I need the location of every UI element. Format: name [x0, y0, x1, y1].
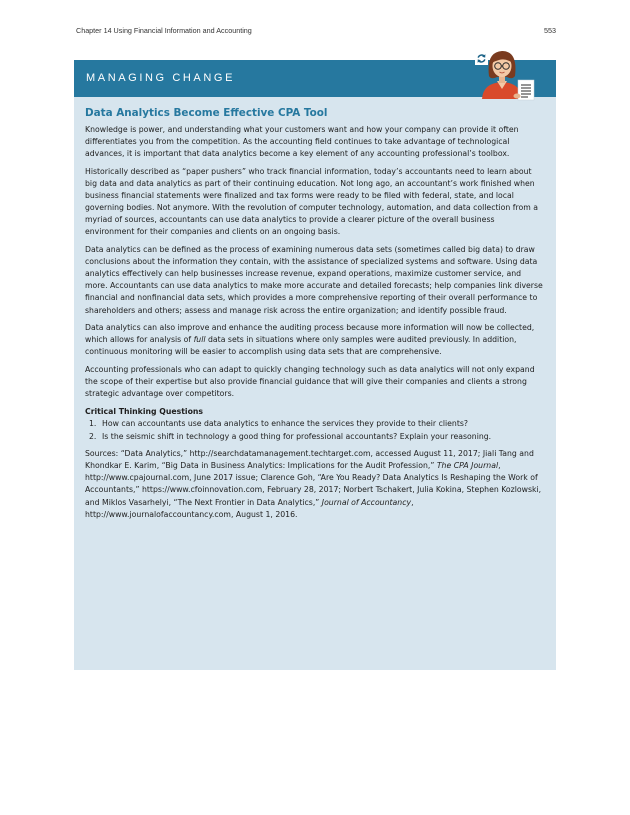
question-text: How can accountants use data analytics to enhance the services they provide to their clients?: [102, 418, 469, 428]
sources-citation: [85, 448, 545, 521]
page-number: 553: [544, 26, 556, 35]
question-item: [85, 418, 545, 431]
question-item: [85, 431, 545, 444]
woman-at-laptop-with-refresh-icon: [466, 46, 546, 106]
paragraph-4-text-a: Data analytics can also improve and enhance the auditing process because more information will now be collected, which allows for analysis of: [85, 323, 535, 345]
question-number: 2.: [89, 431, 97, 441]
feature-title: Data Analytics Become Effective CPA Tool: [85, 107, 328, 119]
journal-title-cpa: The CPA Journal: [436, 461, 499, 471]
paragraph-2: Historically described as “paper pushers” who track financial information, today’s accountants need to learn about big data and data analytics as part of their continuing education. Not long ago, an accountant’s work finished when business financial statements were finalized and tax forms were ready to be filed with federal, state, and local governing bodies. Not anymore. With the revolution of computer technology, automation, and data collection from a myriad of sources, accountants can use data analytics to provide a clearer picture of the overall business environment for their companies and clients on an ongoing basis.: [85, 166, 539, 237]
feature-label: MANAGING CHANGE: [86, 72, 236, 84]
sources-part-2: , http://www.cpajournal.com, June 2017 issue; Clarence Goh, “Are You Ready? Data Analytics Is Reshaping the Work of Accountants,” https://www.cfoinnovation.com, February 28, 2017; Norbert Tschakert, Julia Kokina, Stephen Kozlowski, and Miklos Vasarhelyi, “The Next Frontier in Data Analytics,”: [85, 461, 542, 507]
paragraph-4: [85, 322, 545, 358]
journal-title-accountancy: Journal of Accountancy: [321, 497, 412, 507]
paragraph-3: Data analytics can be defined as the process of examining numerous data sets (sometimes called big data) to draw conclusions about the information they contain, with the assistance of specialized systems and software. Using data analytics effectively can help businesses increase revenue, expand operations, maximize customer service, and more. Accountants can use data analytics to make more accurate and detailed forecasts; help companies link diverse financial and nonfinancial data sets, which provides a more comprehensive reporting of their overall performance to shareholders and others; assess and manage risk across the entire organization; and identify possible fraud.: [85, 245, 543, 315]
chapter-title: Chapter 14 Using Financial Information and Accounting: [76, 26, 252, 35]
sources-part-1: Sources: “Data Analytics,” http://searchdatamanagement.techtarget.com, accessed August 11, 2017; Jiali Tang and Khondkar E. Karim, “Big Data in Business Analytics: Implications for the Audit Profession,”: [85, 449, 534, 471]
running-head: [76, 26, 556, 38]
paragraph-4-emphasis: full: [193, 335, 206, 345]
critical-thinking-list: [85, 418, 545, 443]
paragraph-5: Accounting professionals who can adapt to quickly changing technology such as data analytics will not only expand the scope of their expertise but also provide financial guidance that will give their companies and clients a strong strategic advantage over competitors.: [85, 365, 535, 399]
critical-thinking-heading: Critical Thinking Questions: [85, 406, 204, 416]
managing-change-feature-box: [74, 60, 556, 670]
feature-content: [85, 106, 545, 521]
question-number: 1.: [89, 418, 97, 428]
question-text: Is the seismic shift in technology a good thing for professional accountants? Explain your reasoning.: [102, 431, 492, 441]
sources-part-3: , http://www.journalofaccountancy.com, August 1, 2016.: [85, 497, 414, 519]
paragraph-1: Knowledge is power, and understanding what your customers want and how your company can provide it often differentiates you from the competition. As the accounting field continues to take advantage of technological advances, it is important that data analytics become a key element of any accounting professional’s toolbox.: [85, 125, 519, 159]
paragraph-4-text-b: data sets in situations where only samples were audited previously. In addition, continuous monitoring will be easier to accomplish using data sets that are comprehensive.: [85, 335, 517, 357]
